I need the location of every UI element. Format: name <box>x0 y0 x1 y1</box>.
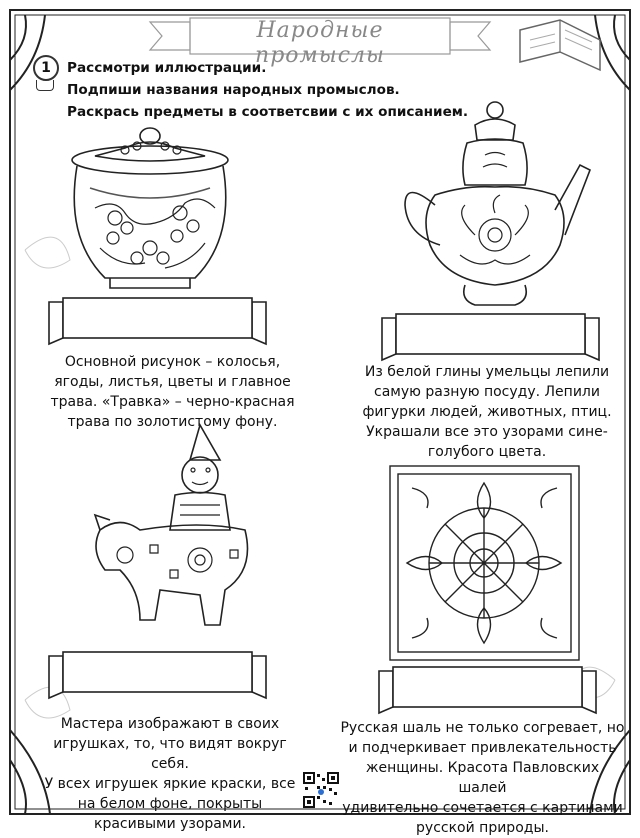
description-line: голубого цвета. <box>427 444 547 460</box>
description-line: трава. «Травка» – черно-красная <box>50 394 295 410</box>
answer-banner[interactable] <box>45 650 270 702</box>
description-line: и подчеркивает привлекательность <box>348 740 617 756</box>
khokhloma-pot-illustration <box>65 118 235 293</box>
description-line: Из белой глины умельцы лепили <box>364 364 610 380</box>
description-line: трава по золотистому фону. <box>67 414 278 430</box>
item-description <box>40 714 300 834</box>
description-line: У всех игрушек яркие краски, все <box>44 776 296 792</box>
description-line: Мастера изображают в своих <box>60 716 280 732</box>
dymkovo-toy-illustration <box>80 420 265 650</box>
lightbulb-icon <box>36 80 54 91</box>
item-description <box>362 362 612 462</box>
answer-banner[interactable] <box>378 312 603 364</box>
answer-banner[interactable] <box>45 296 270 348</box>
item-description <box>340 718 625 838</box>
description-line: удивительно сочетается с картинами <box>342 800 623 816</box>
answer-banner[interactable] <box>375 665 600 717</box>
description-line: ягоды, листья, цветы и главное <box>54 374 291 390</box>
page-title: Народные промыслы <box>255 18 385 68</box>
description-line: Основной рисунок – колосья, <box>64 354 281 370</box>
pavlovo-shawl-illustration <box>387 463 582 663</box>
description-line: русской природы. <box>416 820 549 836</box>
qr-code-icon[interactable] <box>303 772 339 808</box>
description-line: Украшали все это узорами сине- <box>366 424 608 440</box>
description-line: самую разную посуду. Лепили <box>374 384 600 400</box>
instruction-line: Раскрась предметы в соответсвии с их описанием. <box>67 104 469 120</box>
description-line: на белом фоне, покрыты <box>77 796 263 812</box>
description-line: фигурки людей, животных, птиц. <box>362 404 612 420</box>
description-line: женщины. Красота Павловских шалей <box>365 760 600 796</box>
task-number-badge: 1 <box>33 55 59 81</box>
description-line: Русская шаль не только согревает, но <box>340 720 625 736</box>
instruction-line: Рассмотри иллюстрации. <box>67 60 267 76</box>
instruction-line: Подпиши названия народных промыслов. <box>67 82 400 98</box>
description-line: красивыми узорами. <box>93 816 246 832</box>
gzhel-teapot-illustration <box>395 95 595 310</box>
description-line: игрушках, то, что видят вокруг себя. <box>53 736 287 772</box>
